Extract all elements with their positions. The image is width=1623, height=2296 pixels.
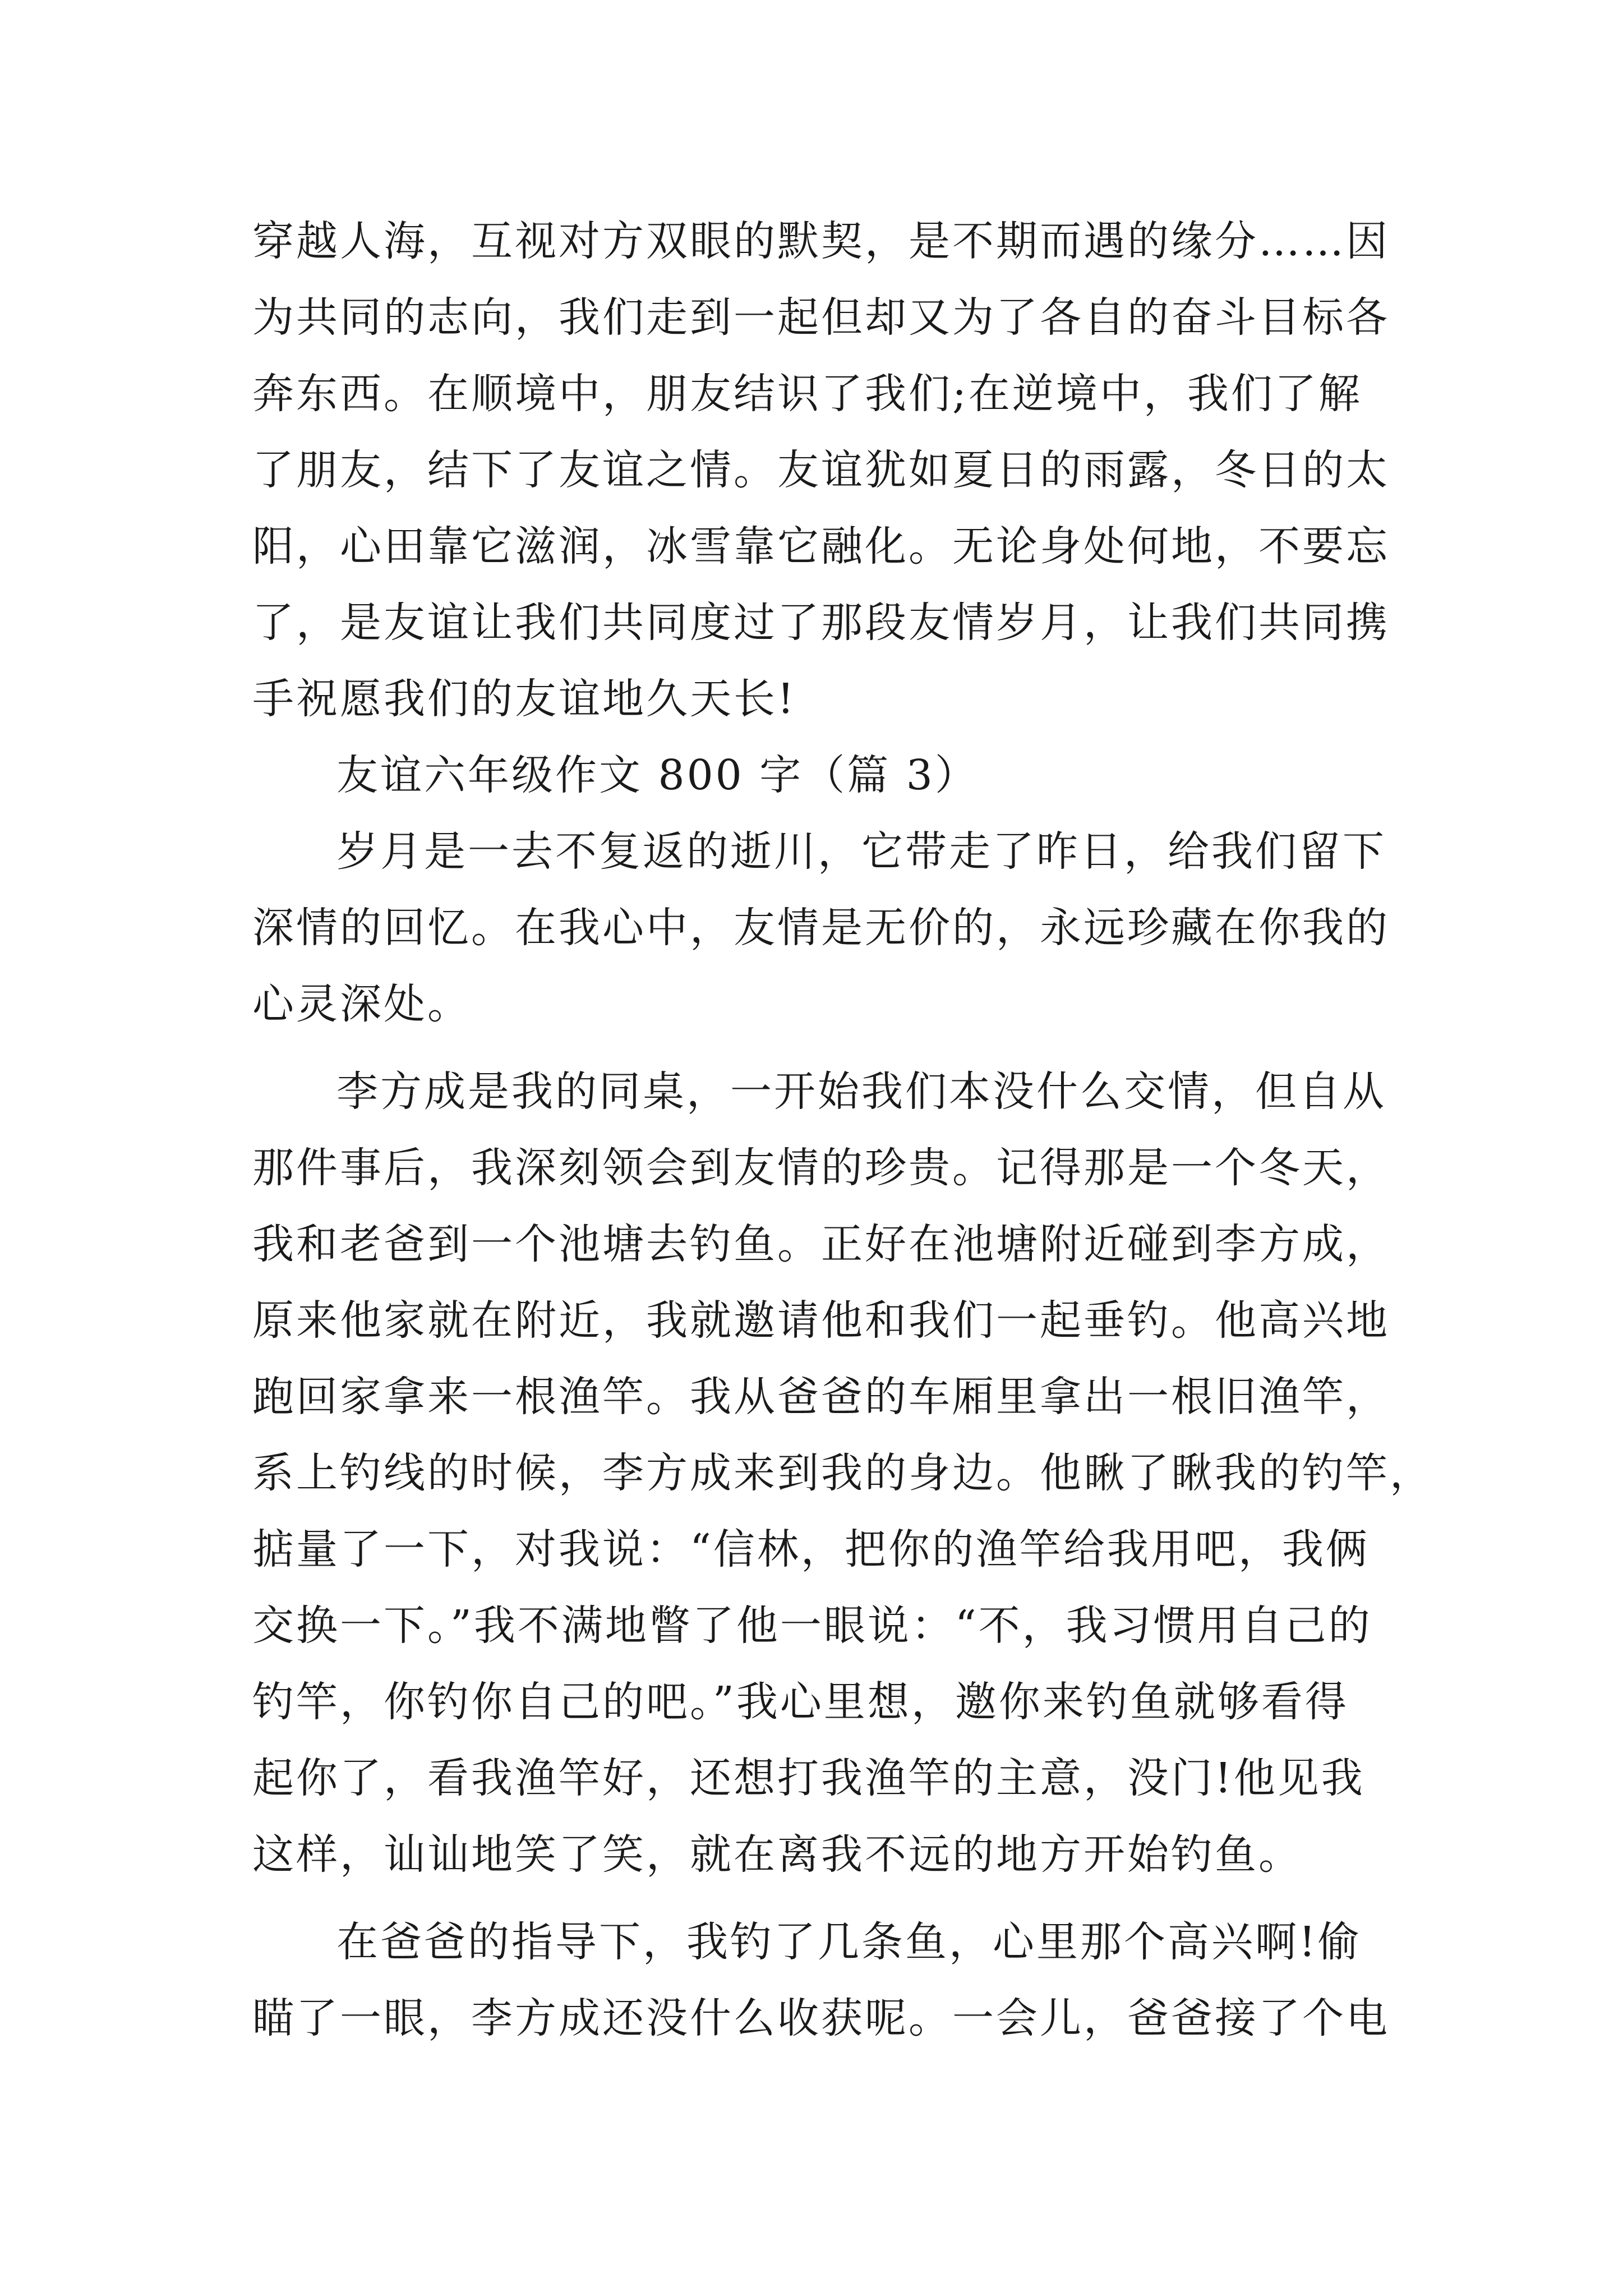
text-line: 原来他家就在附近，我就邀请他和我们一起垂钓。他高兴地 — [252, 1296, 1390, 1345]
paragraph-start-line: 在爸爸的指导下，我钓了几条鱼，心里那个高兴啊!偷 — [336, 1918, 1362, 1966]
text-line: 起你了，看我渔竿好，还想打我渔竿的主意，没门!他见我 — [252, 1754, 1365, 1802]
text-line: 阳，心田靠它滋润，冰雪靠它融化。无论身处何地，不要忘 — [252, 522, 1390, 570]
text-line: 深情的回忆。在我心中，友情是无价的，永远珍藏在你我的 — [252, 904, 1390, 952]
section-heading: 友谊六年级作文 800 字（篇 3） — [336, 751, 979, 799]
text-line: 手祝愿我们的友谊地久天长! — [252, 675, 796, 723]
text-line: 穿越人海，互视对方双眼的默契，是不期而遇的缘分……因 — [252, 217, 1390, 265]
text-line: 我和老爸到一个池塘去钓鱼。正好在池塘附近碰到李方成， — [252, 1220, 1390, 1268]
text-line: 交换一下。”我不满地瞥了他一眼说：“不，我习惯用自己的 — [252, 1602, 1372, 1650]
text-line: 掂量了一下，对我说：“信林，把你的渔竿给我用吧，我俩 — [252, 1525, 1370, 1573]
text-line: 为共同的志向，我们走到一起但却又为了各自的奋斗目标各 — [252, 293, 1390, 342]
paragraph-start-line: 李方成是我的同桌，一开始我们本没什么交情，但自从 — [336, 1068, 1386, 1116]
text-line: 了，是友谊让我们共同度过了那段友情岁月，让我们共同携 — [252, 599, 1390, 647]
text-line: 那件事后，我深刻领会到友情的珍贵。记得那是一个冬天， — [252, 1144, 1390, 1192]
text-line: 这样，讪讪地笑了笑，就在离我不远的地方开始钓鱼。 — [252, 1830, 1302, 1879]
text-line: 跑回家拿来一根渔竿。我从爸爸的车厢里拿出一根旧渔竿， — [252, 1373, 1390, 1421]
text-line: 钓竿，你钓你自己的吧。”我心里想，邀你来钓鱼就够看得 — [252, 1678, 1349, 1726]
paragraph-start-line: 岁月是一去不复返的逝川，它带走了昨日，给我们留下 — [336, 827, 1386, 876]
text-line: 瞄了一眼，李方成还没什么收获呢。一会儿，爸爸接了个电 — [252, 1994, 1390, 2042]
text-line: 心灵深处。 — [252, 980, 471, 1028]
text-line: 系上钓线的时候，李方成来到我的身边。他瞅了瞅我的钓竿， — [252, 1449, 1433, 1497]
text-line: 奔东西。在顺境中，朋友结识了我们;在逆境中，我们了解 — [252, 370, 1362, 418]
text-line: 了朋友，结下了友谊之情。友谊犹如夏日的雨露，冬日的太 — [252, 446, 1390, 494]
